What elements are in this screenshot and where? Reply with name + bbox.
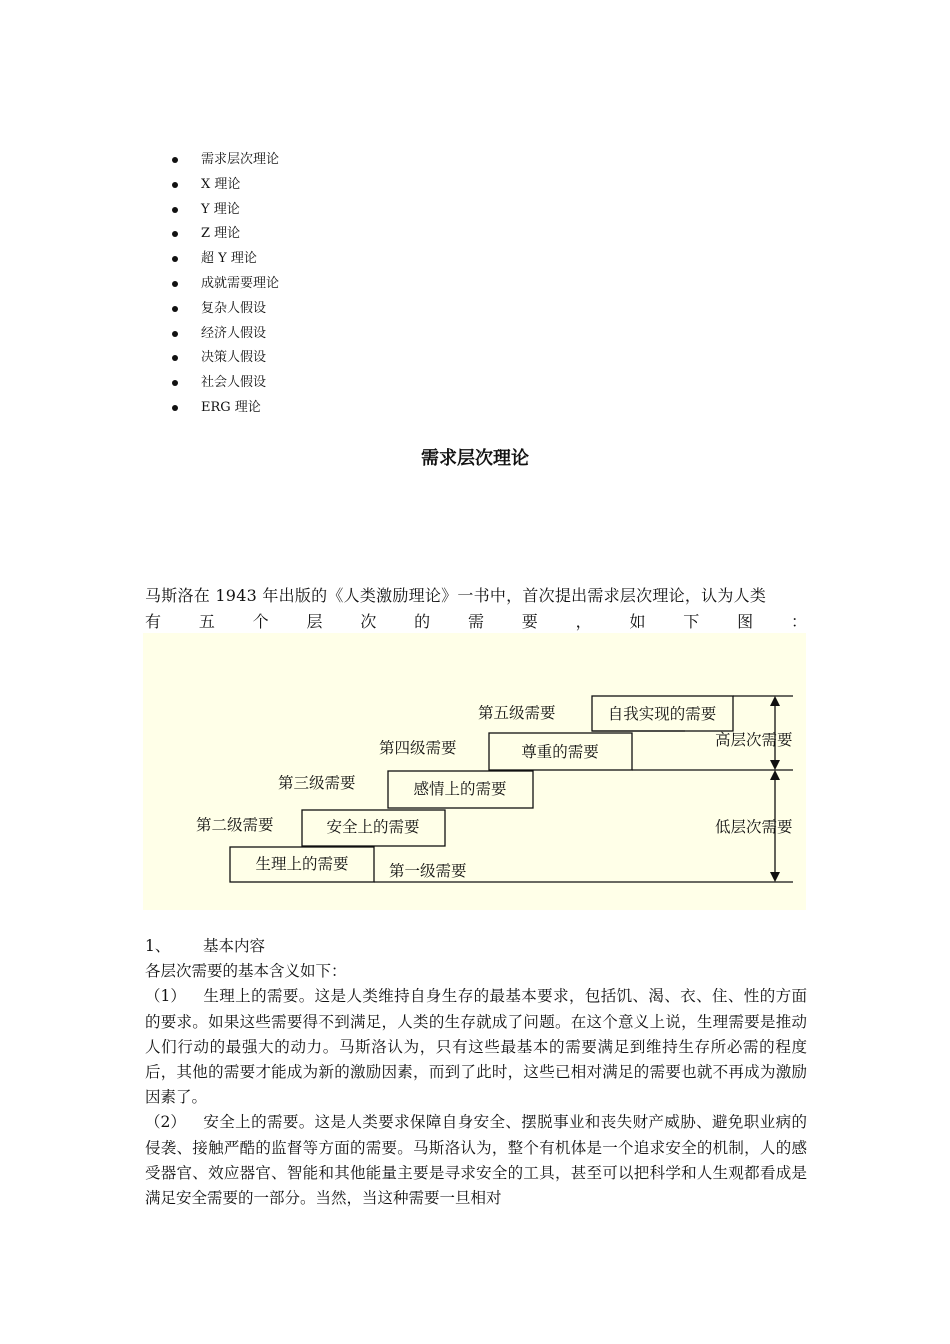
low-level-label: 低层次需要 — [715, 818, 793, 836]
section-heading-text: 基本内容 — [203, 937, 266, 955]
toc-item-label: 成就需要理论 — [201, 275, 280, 291]
toc-item[interactable] — [170, 373, 279, 398]
high-level-label: 高层次需要 — [715, 731, 793, 749]
intro-char: 图 — [737, 612, 754, 631]
toc-list — [170, 150, 279, 423]
item-text: 生理上的需要。这是人类维持自身生存的最基本要求，包括饥、渴、衣、住、性的方面的要求。如果这些需要得不到满足，人类的生存就成了问题。在这个意义上说，生理需要是推动人们行动的最强大的动力。马斯洛认为，只有这些最基本的需要满足到维持生存所必需的程度后，其他的需要才能成为新的激励因素，而到了此时，这些已相对满足的需要也就不再成为激励因素了。 — [145, 987, 807, 1107]
intro-char: ， — [575, 612, 592, 631]
intro-char: 五 — [198, 612, 215, 631]
bullet-icon — [172, 306, 178, 312]
intro-char: 有 — [145, 612, 162, 631]
content-body — [145, 934, 807, 1211]
toc-item[interactable] — [170, 224, 279, 249]
level-3-box-label: 感情上的需要 — [413, 780, 507, 798]
toc-item-label: Z 理论 — [201, 226, 241, 242]
bullet-icon — [172, 182, 178, 188]
item-number: （2） — [145, 1113, 186, 1132]
intro-char: 个 — [252, 612, 269, 631]
toc-item[interactable] — [170, 324, 279, 349]
hierarchy-diagram-svg — [143, 633, 806, 910]
intro-char: 下 — [683, 612, 700, 631]
bullet-icon — [172, 281, 178, 287]
bullet-icon — [172, 355, 178, 361]
bullet-icon — [172, 405, 178, 411]
toc-item-label: 决策人假设 — [201, 350, 267, 366]
toc-item[interactable] — [170, 274, 279, 299]
arrow-up-icon — [770, 696, 780, 706]
hierarchy-diagram — [143, 633, 806, 910]
bullet-icon — [172, 256, 178, 262]
arrow-up-icon — [770, 770, 780, 780]
bullet-icon — [172, 157, 178, 163]
level-3-label: 第三级需要 — [278, 774, 356, 792]
level-2-box-label: 安全上的需要 — [326, 818, 420, 836]
toc-item[interactable] — [170, 249, 279, 274]
level-5-box-label: 自我实现的需要 — [607, 705, 717, 723]
item-number: （1） — [145, 987, 186, 1006]
toc-item-label: X 理论 — [201, 176, 241, 192]
section-lead: 各层次需要的基本含义如下： — [145, 962, 347, 981]
toc-item[interactable] — [170, 299, 279, 324]
arrow-down-icon — [770, 872, 780, 882]
toc-item-label: 经济人假设 — [201, 325, 267, 341]
page-title: 需求层次理论 — [421, 448, 529, 469]
arrow-down-icon — [770, 760, 780, 770]
bullet-icon — [172, 207, 178, 213]
toc-item-label: ERG 理论 — [201, 399, 261, 415]
toc-item-label: 超 Y 理论 — [201, 251, 257, 267]
level-4-label: 第四级需要 — [379, 739, 457, 757]
item-text: 安全上的需要。这是人类要求保障自身安全、摆脱事业和丧失财产威胁、避免职业病的侵袭、接触严酷的监督等方面的需要。马斯洛认为，整个有机体是一个追求安全的机制，人的感受器官、效应器官、智能和其他能量主要是寻求安全的工具，甚至可以把科学和人生观都看成是满足安全需要的一部分。当然，当这种需要一旦相对 — [145, 1113, 807, 1208]
intro-char: 层 — [306, 612, 323, 631]
level-2-label: 第二级需要 — [196, 816, 274, 834]
intro-char: 要 — [521, 612, 538, 631]
toc-item-label: 复杂人假设 — [201, 300, 267, 316]
toc-item[interactable] — [170, 150, 279, 175]
toc-item-label: 社会人假设 — [201, 375, 267, 391]
intro-char: 如 — [629, 612, 646, 631]
toc-item[interactable] — [170, 200, 279, 225]
intro-line-1: 马斯洛在 1943 年出版的《人类激励理论》一书中，首次提出需求层次理论，认为人类 — [145, 586, 767, 605]
bullet-icon — [172, 331, 178, 337]
toc-item-label: Y 理论 — [201, 201, 240, 217]
level-1-box-label: 生理上的需要 — [255, 855, 349, 873]
bullet-icon — [172, 231, 178, 237]
intro-char: 的 — [414, 612, 431, 631]
bullet-icon — [172, 380, 178, 386]
section-number: 1、 — [145, 937, 171, 955]
toc-item-label: 需求层次理论 — [201, 152, 280, 167]
intro-char: 次 — [360, 612, 377, 631]
paragraph-item-1 — [145, 984, 807, 1110]
toc-item[interactable] — [170, 175, 279, 200]
intro-line-2 — [145, 609, 807, 634]
paragraph-item-2 — [145, 1110, 807, 1211]
toc-item[interactable] — [170, 398, 279, 423]
intro-char: ： — [790, 612, 807, 631]
level-5-label: 第五级需要 — [478, 704, 556, 722]
toc-item[interactable] — [170, 348, 279, 373]
level-1-label: 第一级需要 — [389, 862, 467, 880]
level-4-box-label: 尊重的需要 — [521, 743, 599, 761]
intro-char: 需 — [467, 612, 484, 631]
section-heading — [145, 934, 807, 959]
